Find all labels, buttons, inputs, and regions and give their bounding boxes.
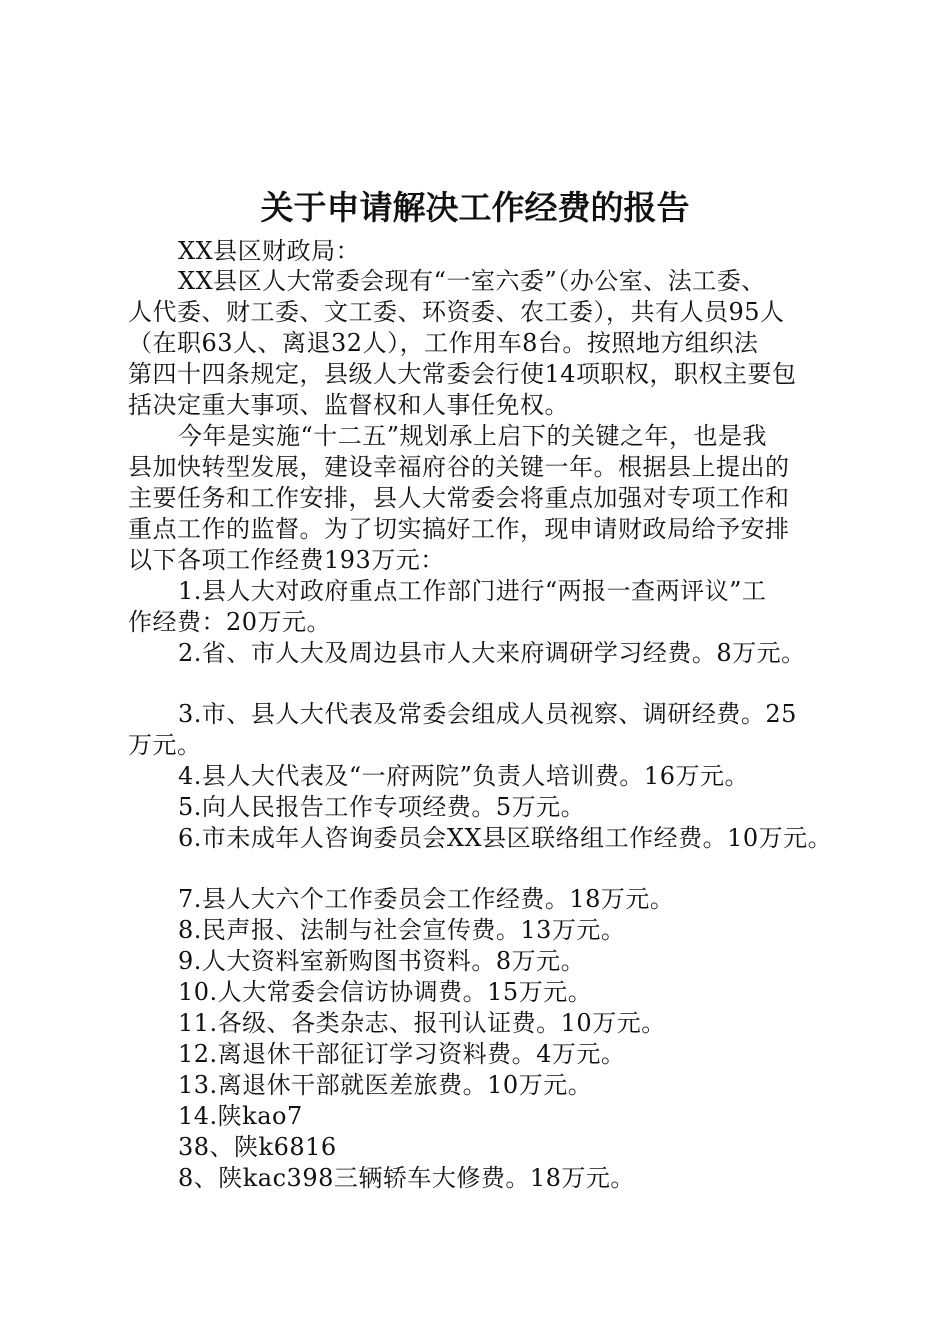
- list-item: 7.县人大六个工作委员会工作经费。18万元。: [178, 885, 675, 913]
- paragraph-2-line: 重点工作的监督。为了切实搞好工作，现申请财政局给予安排: [128, 515, 790, 543]
- paragraph-1-line: （在职63人、离退32人），工作用车8台。按照地方组织法: [128, 329, 759, 357]
- salutation: XX县区财政局：: [178, 237, 361, 265]
- paragraph-2-line: 县加快转型发展，建设幸福府谷的关键一年。根据县上提出的: [128, 453, 790, 481]
- list-item: 3.市、县人大代表及常委会组成人员视察、调研经费。25: [178, 700, 797, 728]
- list-item: 8、陕kac398三辆轿车大修费。18万元。: [178, 1164, 635, 1192]
- paragraph-2-line: 今年是实施“十二五”规划承上启下的关键之年，也是我: [178, 422, 768, 450]
- list-item: 1.县人大对政府重点工作部门进行“两报一查两评议”工: [178, 577, 767, 605]
- list-item: 12.离退休干部征订学习资料费。4万元。: [178, 1040, 626, 1068]
- paragraph-1-line: 括决定重大事项、监督权和人事任免权。: [128, 391, 569, 419]
- list-item: 4.县人大代表及“一府两院”负责人培训费。16万元。: [178, 762, 749, 790]
- paragraph-2-line: 以下各项工作经费193万元：: [128, 546, 445, 574]
- paragraph-1-line: 第四十四条规定，县级人大常委会行使14项职权，职权主要包: [128, 360, 797, 388]
- list-item: 万元。: [128, 731, 202, 759]
- list-item: 10.人大常委会信访协调费。15万元。: [178, 978, 593, 1006]
- list-item: 2.省、市人大及周边县市人大来府调研学习经费。8万元。: [178, 639, 806, 667]
- list-item: 作经费：20万元。: [128, 608, 332, 636]
- list-item: 14.陕kao7: [178, 1102, 303, 1130]
- list-item: 5.向人民报告工作专项经费。5万元。: [178, 793, 586, 821]
- list-item: 11.各级、各类杂志、报刊认证费。10万元。: [178, 1009, 666, 1037]
- paragraph-1-line: XX县区人大常委会现有“一室六委”（办公室、法工委、: [178, 267, 766, 295]
- paragraph-2-line: 主要任务和工作安排，县人大常委会将重点加强对专项工作和: [128, 484, 790, 512]
- list-item: 38、陕k6816: [178, 1133, 337, 1161]
- list-item: 8.民声报、法制与社会宣传费。13万元。: [178, 916, 626, 944]
- list-item: 9.人大资料室新购图书资料。8万元。: [178, 947, 586, 975]
- paragraph-1-line: 人代委、财工委、文工委、环资委、农工委），共有人员95人: [128, 298, 785, 326]
- list-item: 13.离退休干部就医差旅费。10万元。: [178, 1071, 593, 1099]
- document-title: 关于申请解决工作经费的报告: [260, 188, 690, 227]
- list-item: 6.市未成年人咨询委员会XX县区联络组工作经费。10万元。: [178, 824, 833, 852]
